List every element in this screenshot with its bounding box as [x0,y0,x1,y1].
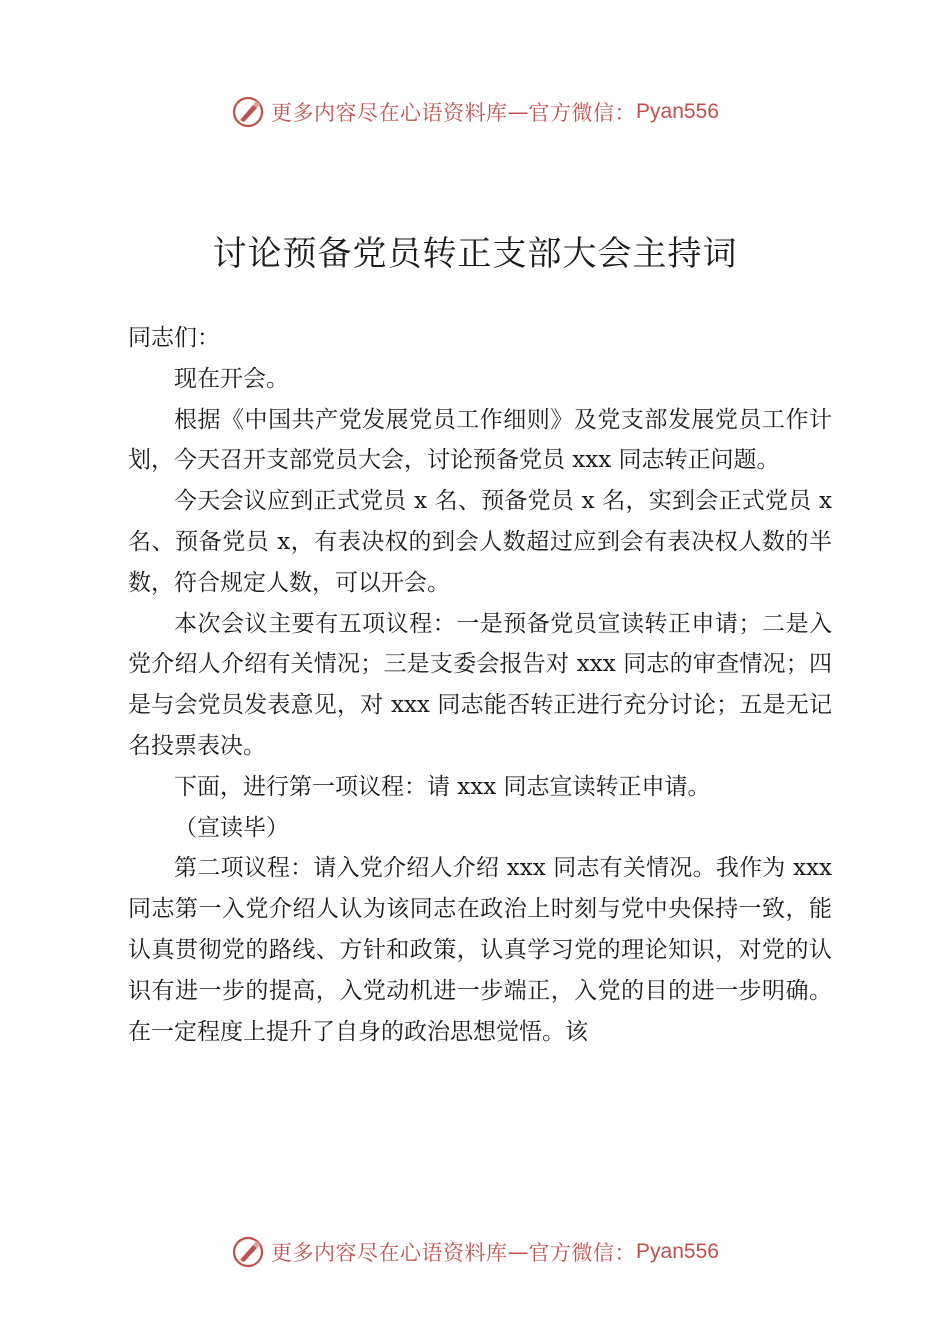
watermark-label: 更多内容尽在心语资料库 [271,101,508,125]
paragraph: 根据《中国共产党发展党员工作细则》及党支部发展党员工作计划，今天召开支部党员大会，讨论预备党员 xxx 同志转正问题。 [128,406,832,474]
paragraph: 第二项议程：请入党介绍人介绍 xxx 同志有关情况。我作为 xxx 同志第一入党介绍人认为该同志在政治上时刻与党中央保持一致，能认真贯彻党的路线、方针和政策，认真学习党的理论知识，对党的认识有进一步的提高，入党动机进一步端正，入党的目的进一步明确。在一定程度上提升了自身的政治思想觉悟。该 [128,855,832,1045]
document-body [128,318,832,1052]
pen-logo-icon [231,1235,265,1269]
watermark-wechat-label: 官方微信： [528,101,637,125]
document-title: 讨论预备党员转正支部大会主持词 [212,234,738,274]
paragraph: （宣读毕） [174,814,289,841]
pen-logo-icon [231,95,265,129]
watermark-separator: — [507,100,529,124]
paragraph: 本次会议主要有五项议程：一是预备党员宣读转正申请；二是入党介绍人介绍有关情况；三是支委会报告对 xxx 同志的审查情况；四是与会党员发表意见，对 xxx 同志能否转正进行充分讨论；五是无记名投票表决。 [128,610,832,759]
paragraph: 现在开会。 [174,365,289,392]
footer-watermark [0,1235,950,1269]
watermark-wechat-label: 官方微信： [528,1241,637,1265]
salutation: 同志们： [128,325,220,351]
header-watermark [0,95,950,129]
watermark-separator: — [507,1240,529,1264]
paragraph: 今天会议应到正式党员 x 名、预备党员 x 名，实到会正式党员 x 名、预备党员 x，有表决权的到会人数超过应到会有表决权人数的半数，符合规定人数，可以开会。 [128,488,832,596]
watermark-wechat-id: Pyan556 [636,1240,719,1263]
watermark-label: 更多内容尽在心语资料库 [271,1241,508,1265]
watermark-wechat-id: Pyan556 [636,100,719,123]
paragraph: 下面，进行第一项议程：请 xxx 同志宣读转正申请。 [174,773,711,800]
